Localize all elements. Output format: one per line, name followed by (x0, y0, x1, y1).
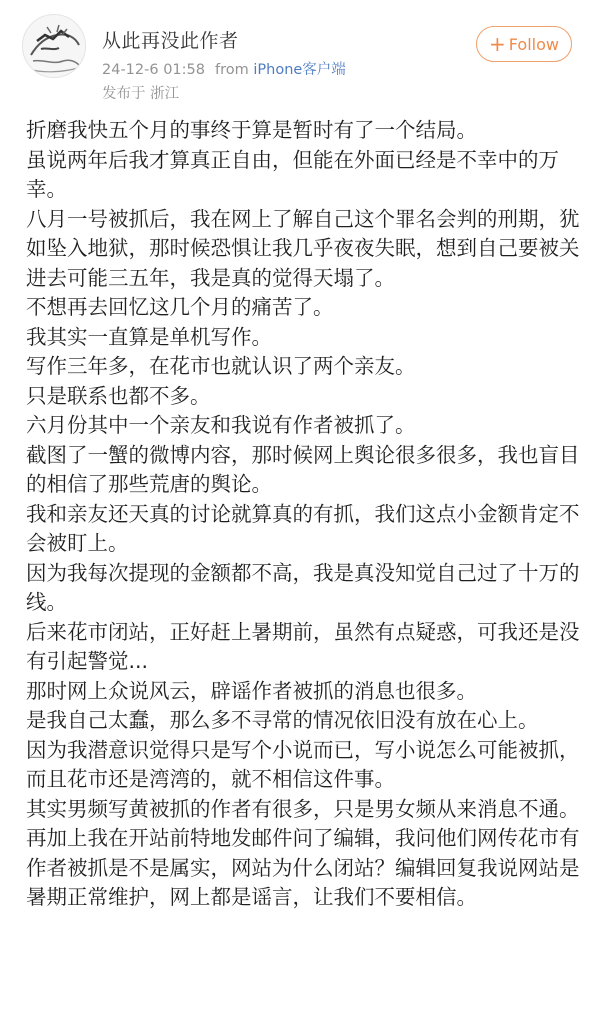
follow-button[interactable] (476, 26, 572, 62)
paragraph: 虽说两年后我才算真正自由，但能在外面已经是不幸中的万幸。 (26, 147, 559, 201)
post-body (26, 116, 586, 913)
paragraph: 其实男频写黄被抓的作者有很多，只是男女频从来消息不通。 (26, 796, 580, 821)
paragraph: 那时网上众说风云，辟谣作者被抓的消息也很多。 (26, 678, 477, 703)
paragraph: 因为我每次提现的金额都不高，我是真没知觉自己过了十万的线。 (26, 560, 580, 614)
author-name[interactable]: 从此再没此作者 (102, 30, 239, 52)
post-meta (102, 58, 346, 79)
post-location: 发布于 浙江 (102, 86, 180, 102)
paragraph: 写作三年多，在花市也就认识了两个亲友。 (26, 354, 416, 378)
post-header (0, 0, 607, 112)
paragraph: 我和亲友还天真的讨论就算真的有抓，我们这点小金额肯定不会被盯上。 (26, 501, 580, 555)
paragraph: 六月份其中一个亲友和我说有作者被抓了。 (26, 413, 416, 437)
paragraph: 后来花市闭站，正好赶上暑期前，虽然有点疑惑，可我还是没有引起警觉... (26, 619, 580, 673)
paragraph: 不想再去回忆这几个月的痛苦了。 (26, 295, 334, 319)
post-source[interactable]: iPhone客户端 (253, 62, 346, 78)
paragraph: 是我自己太蠢，那么多不寻常的情况依旧没有放在心上。 (26, 708, 539, 732)
from-prefix: from (215, 62, 249, 78)
avatar[interactable] (22, 14, 86, 78)
paragraph: 折磨我快五个月的事终于算是暂时有了一个结局。 (26, 118, 477, 142)
post-date: 24-12-6 01:58 (102, 62, 205, 78)
follow-label: Follow (508, 34, 559, 54)
plus-icon: + (489, 32, 506, 56)
paragraph: 八月一号被抓后，我在网上了解自己这个罪名会判的刑期，犹如坠入地狱，那时候恐惧让我几乎夜夜失眠，想到自己要被关进去可能三五年，我是真的觉得天塌了。 (26, 206, 580, 290)
paragraph: 因为我潜意识觉得只是写个小说而已，写小说怎么可能被抓，而且花市还是湾湾的，就不相信这件事。 (26, 737, 580, 791)
paragraph: 我其实一直算是单机写作。 (26, 324, 272, 349)
paragraph: 截图了一蟹的微博内容，那时候网上舆论很多很多，我也盲目的相信了那些荒唐的舆论。 (26, 442, 580, 496)
paragraph: 只是联系也都不多。 (26, 383, 211, 408)
paragraph: 再加上我在开站前特地发邮件问了编辑，我问他们网传花市有作者被抓是不是属实，网站为什么闭站？编辑回复我说网站是暑期正常维护，网上都是谣言，让我们不要相信。 (26, 826, 580, 909)
avatar-sketch-icon (23, 15, 85, 77)
